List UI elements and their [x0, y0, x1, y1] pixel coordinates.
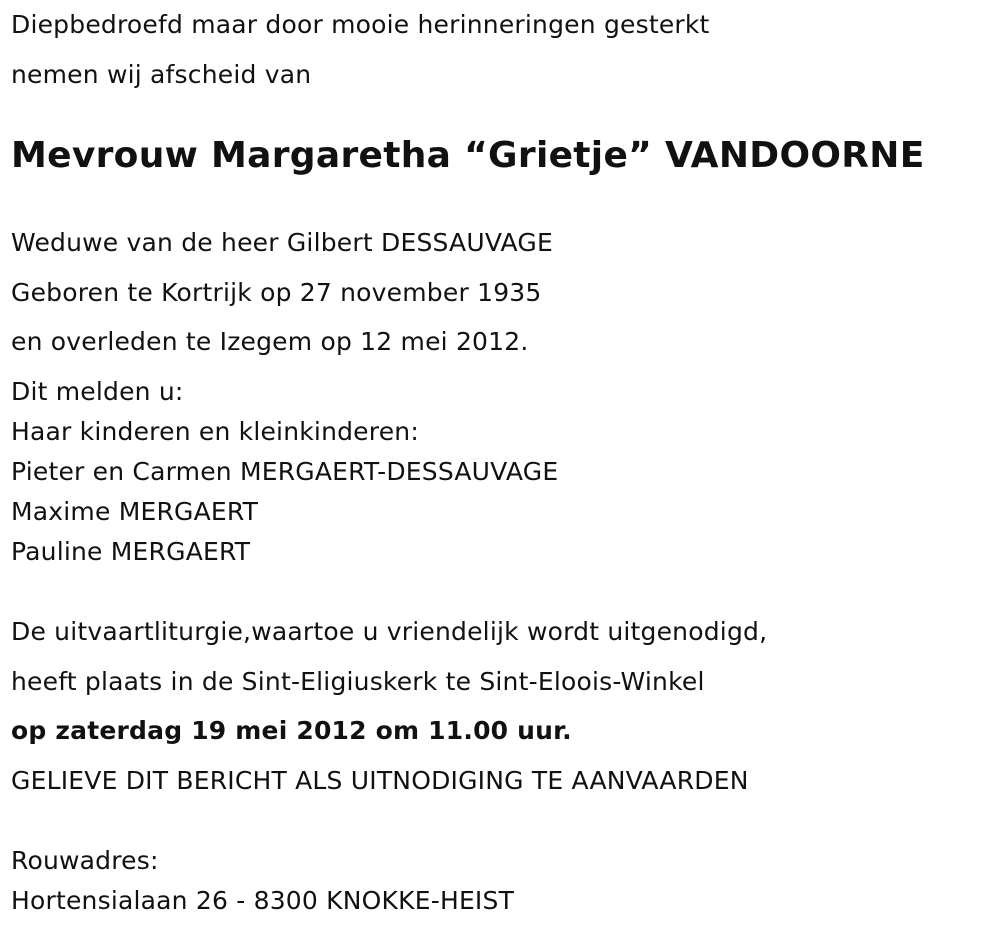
funeral-line-1: De uitvaartliturgie,waartoe u vriendelijk wordt uitgenodigd,	[11, 617, 768, 646]
address-label: Rouwadres:	[11, 846, 159, 875]
widow-line: Weduwe van de heer Gilbert DESSAUVAGE	[11, 228, 553, 257]
family-member: Pieter en Carmen MERGAERT-DESSAUVAGE	[11, 457, 559, 486]
funeral-line-2: heeft plaats in de Sint-Eligiuskerk te Sint-Eloois-Winkel	[11, 667, 705, 696]
birth-line: Geboren te Kortrijk op 27 november 1935	[11, 278, 542, 307]
deceased-name: Mevrouw Margaretha “Grietje” VANDOORNE	[11, 135, 925, 176]
family-member: Maxime MERGAERT	[11, 497, 259, 526]
obituary-notice	[11, 0, 991, 931]
invitation-notice: GELIEVE DIT BERICHT ALS UITNODIGING TE AANVAARDEN	[11, 766, 749, 795]
death-line: en overleden te Izegem op 12 mei 2012.	[11, 327, 529, 356]
intro-line-2: nemen wij afscheid van	[11, 60, 312, 89]
funeral-datetime: op zaterdag 19 mei 2012 om 11.00 uur.	[11, 716, 572, 745]
address-value: Hortensialaan 26 - 8300 KNOKKE-HEIST	[11, 886, 515, 915]
intro-line-1: Diepbedroefd maar door mooie herinneringen gesterkt	[11, 10, 710, 39]
family-member: Pauline MERGAERT	[11, 537, 251, 566]
family-heading: Haar kinderen en kleinkinderen:	[11, 417, 419, 446]
announce-line: Dit melden u:	[11, 377, 184, 406]
